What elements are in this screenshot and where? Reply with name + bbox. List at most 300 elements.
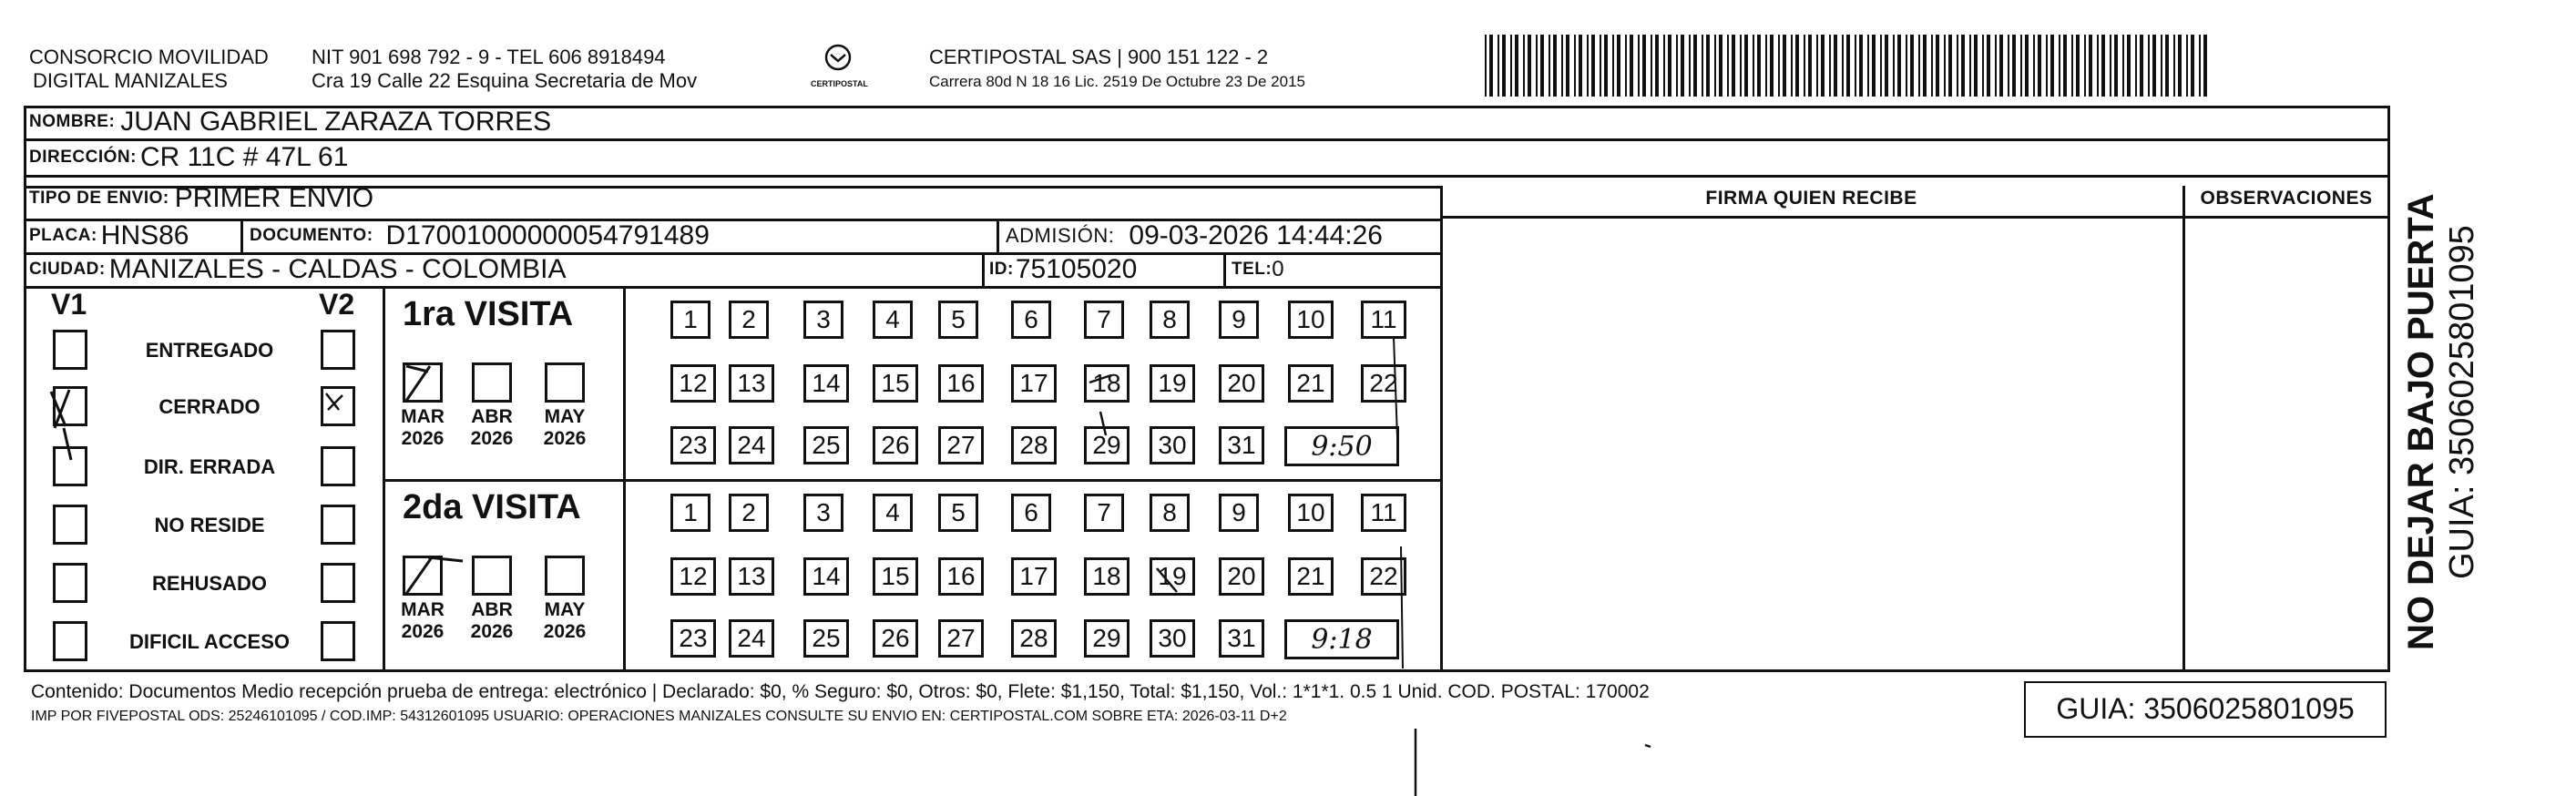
barcode-bar bbox=[1885, 35, 1888, 97]
barcode-bar bbox=[1617, 35, 1620, 97]
day-label: 13 bbox=[737, 369, 766, 397]
direccion-label: DIRECCIÓN: bbox=[29, 148, 137, 167]
side-guia: GUIA: 3506025801095 bbox=[2443, 225, 2481, 579]
barcode-bar bbox=[1770, 35, 1774, 97]
day-label: 26 bbox=[881, 624, 910, 652]
day-checkbox[interactable] bbox=[938, 494, 978, 532]
admision-cell bbox=[1006, 219, 1383, 252]
col-divider bbox=[997, 219, 999, 252]
barcode-bar bbox=[1893, 35, 1895, 97]
day-label: 18 bbox=[1092, 369, 1121, 397]
barcode-bar bbox=[2033, 35, 2035, 97]
col-divider bbox=[1223, 252, 1226, 286]
barcode-bar bbox=[1566, 35, 1569, 97]
placa-value: HNS86 bbox=[100, 219, 189, 250]
day-label: 31 bbox=[1227, 624, 1256, 652]
v2-checkbox[interactable] bbox=[321, 563, 355, 603]
id-value: 75105020 bbox=[1015, 253, 1138, 284]
barcode-bar bbox=[2076, 35, 2080, 97]
barcode-bar bbox=[2071, 35, 2073, 97]
barcode-bar bbox=[1561, 35, 1563, 97]
barcode-bar bbox=[1714, 35, 1716, 97]
day-label: 1 bbox=[683, 498, 698, 526]
row-divider bbox=[24, 286, 1440, 289]
day-checkbox[interactable] bbox=[803, 619, 849, 658]
barcode-bar bbox=[2199, 35, 2201, 97]
day-checkbox[interactable] bbox=[1219, 494, 1259, 532]
day-checkbox[interactable] bbox=[1219, 619, 1264, 658]
day-label: 14 bbox=[812, 562, 841, 590]
barcode-bar bbox=[1987, 35, 1990, 97]
barcode-bar bbox=[1842, 35, 1844, 97]
day-checkbox[interactable] bbox=[1084, 426, 1130, 464]
day-checkbox[interactable] bbox=[670, 364, 716, 403]
sender-nit: NIT 901 698 792 - 9 - TEL 606 8918494 bbox=[312, 46, 666, 68]
day-label: 6 bbox=[1024, 305, 1038, 333]
day-checkbox[interactable] bbox=[670, 494, 710, 532]
barcode-bar bbox=[2140, 35, 2143, 97]
sender-company-line2: DIGITAL MANIZALES bbox=[33, 69, 228, 92]
day-label: 18 bbox=[1092, 562, 1121, 590]
firma-header: FIRMA QUIEN RECIBE bbox=[1705, 188, 1917, 209]
barcode-bar bbox=[1948, 35, 1952, 97]
day-label: 8 bbox=[1162, 305, 1177, 333]
barcode-bar bbox=[2101, 35, 2105, 97]
row-divider bbox=[24, 138, 2390, 141]
tipo-label: TIPO DE ENVIO: bbox=[29, 189, 169, 208]
barcode-bar bbox=[1855, 35, 1856, 97]
day-checkbox[interactable] bbox=[729, 557, 774, 596]
barcode-bar bbox=[2008, 35, 2009, 97]
barcode-bar bbox=[1663, 35, 1665, 97]
ciudad-label: CIUDAD: bbox=[29, 259, 106, 279]
day-checkbox[interactable] bbox=[1084, 301, 1124, 339]
day-checkbox[interactable] bbox=[1361, 494, 1406, 532]
barcode-bar bbox=[1753, 35, 1754, 97]
barcode-bar bbox=[2122, 35, 2124, 97]
second-visit-title: 2da VISITA bbox=[403, 488, 581, 526]
footer-guia: GUIA: 3506025801095 bbox=[2056, 692, 2355, 725]
day-checkbox[interactable] bbox=[1011, 426, 1057, 464]
sender-address: Cra 19 Calle 22 Esquina Secretaria de Mov bbox=[312, 69, 698, 92]
barcode-bar bbox=[1681, 35, 1684, 97]
v1-checkbox[interactable] bbox=[53, 621, 87, 661]
day-label: 12 bbox=[679, 562, 708, 590]
month-year-label bbox=[395, 599, 450, 643]
month-label: MAY bbox=[544, 599, 586, 620]
barcode-bar bbox=[1867, 35, 1869, 97]
month-year-label bbox=[537, 406, 592, 450]
first-visit-title: 1ra VISITA bbox=[403, 295, 574, 333]
barcode-bar bbox=[2025, 35, 2029, 97]
day-label: 5 bbox=[951, 498, 966, 526]
barcode-bar bbox=[1693, 35, 1697, 97]
courier-name: CERTIPOSTAL SAS | 900 151 122 - 2 bbox=[929, 46, 1269, 68]
barcode-bar bbox=[1528, 35, 1531, 97]
day-checkbox[interactable] bbox=[729, 494, 769, 532]
sender-nit-block bbox=[312, 46, 697, 93]
v2-header: V2 bbox=[319, 288, 355, 321]
barcode-bar bbox=[1502, 35, 1506, 97]
barcode-bar bbox=[1510, 35, 1512, 97]
v1-checkbox[interactable] bbox=[53, 386, 87, 426]
day-label: 26 bbox=[881, 431, 910, 459]
day-checkbox[interactable] bbox=[729, 426, 774, 464]
tel-value: 0 bbox=[1272, 256, 1284, 281]
footer-contenido: Contenido: Documentos Medio recepción prueba de entrega: electrónico | Declarado: $0, % Seguro: $0, Otros: $0, Flete: $1,150, Total: $1,150, Vol.: 1*1*1. 0.5 1 Unid. COD. POSTAL: 170002 bbox=[31, 681, 1650, 702]
day-label: 11 bbox=[1370, 498, 1397, 526]
day-label: 31 bbox=[1227, 431, 1256, 459]
day-checkbox[interactable] bbox=[1219, 364, 1264, 403]
day-checkbox[interactable] bbox=[873, 557, 918, 596]
month-year-label bbox=[537, 599, 592, 643]
day-label: 2 bbox=[741, 498, 756, 526]
day-label: 10 bbox=[1296, 305, 1325, 333]
barcode-bar bbox=[1757, 35, 1761, 97]
barcode-bar bbox=[2046, 35, 2048, 97]
day-label: 29 bbox=[1092, 431, 1121, 459]
day-checkbox[interactable] bbox=[1011, 619, 1057, 658]
day-checkbox[interactable] bbox=[873, 494, 913, 532]
month-label: ABR bbox=[471, 599, 513, 620]
day-label: 19 bbox=[1158, 369, 1187, 397]
barcode-bar bbox=[1676, 35, 1678, 97]
status-option-label: DIR. ERRADA bbox=[143, 455, 276, 478]
year-label: 2026 bbox=[401, 621, 445, 642]
second-visit-time: 9:18 bbox=[1284, 619, 1399, 659]
day-label: 30 bbox=[1158, 624, 1187, 652]
day-checkbox[interactable] bbox=[938, 619, 984, 658]
documento-value: D17001000000054791489 bbox=[385, 219, 710, 250]
day-checkbox[interactable] bbox=[670, 557, 716, 596]
col-divider bbox=[2182, 186, 2185, 669]
barcode-bar bbox=[2152, 35, 2156, 97]
day-label: 7 bbox=[1097, 305, 1111, 333]
nombre-label: NOMBRE: bbox=[29, 112, 116, 131]
day-label: 23 bbox=[679, 624, 708, 652]
v2-checkbox[interactable] bbox=[321, 621, 355, 661]
day-checkbox[interactable] bbox=[1219, 301, 1259, 339]
documento-label: DOCUMENTO: bbox=[250, 225, 373, 245]
barcode-bar bbox=[1910, 35, 1914, 97]
day-checkbox[interactable] bbox=[1011, 557, 1057, 596]
day-checkbox[interactable] bbox=[873, 426, 918, 464]
month-label: MAR bbox=[401, 599, 445, 620]
month-checkbox[interactable] bbox=[403, 556, 443, 596]
day-checkbox[interactable] bbox=[1361, 557, 1406, 596]
day-checkbox[interactable] bbox=[938, 364, 984, 403]
observaciones-header: OBSERVACIONES bbox=[2200, 188, 2373, 209]
col-divider bbox=[240, 219, 243, 252]
month-year-label bbox=[395, 406, 450, 450]
status-option-label: NO RESIDE bbox=[154, 514, 265, 536]
certipostal-logo bbox=[811, 44, 868, 88]
barcode-bar bbox=[1625, 35, 1627, 97]
day-label: 27 bbox=[946, 431, 976, 459]
v1-checkbox[interactable] bbox=[53, 330, 87, 370]
barcode-bar bbox=[1969, 35, 1971, 97]
day-checkbox[interactable] bbox=[1150, 426, 1195, 464]
day-checkbox[interactable] bbox=[873, 619, 918, 658]
barcode-bar bbox=[1936, 35, 1939, 97]
day-label: 22 bbox=[1369, 369, 1398, 397]
day-label: 4 bbox=[885, 498, 900, 526]
day-checkbox[interactable] bbox=[1150, 364, 1195, 403]
day-label: 25 bbox=[812, 431, 841, 459]
row-divider bbox=[24, 669, 2390, 672]
day-label: 25 bbox=[812, 624, 841, 652]
day-label: 28 bbox=[1019, 624, 1048, 652]
nombre-row bbox=[29, 106, 551, 138]
day-label: 22 bbox=[1369, 562, 1398, 590]
ciudad-value: MANIZALES - CALDAS - COLOMBIA bbox=[108, 253, 567, 284]
month-label: MAR bbox=[401, 406, 445, 427]
month-label: ABR bbox=[471, 406, 513, 427]
barcode-bar bbox=[2191, 35, 2194, 97]
day-checkbox[interactable] bbox=[670, 426, 716, 464]
status-option-label: REHUSADO bbox=[152, 572, 267, 595]
day-checkbox[interactable] bbox=[670, 301, 710, 339]
day-checkbox[interactable] bbox=[1288, 301, 1334, 339]
day-label: 15 bbox=[881, 562, 910, 590]
tel-label: TEL: bbox=[1232, 259, 1273, 279]
v1-checkbox[interactable] bbox=[53, 563, 87, 603]
day-checkbox[interactable] bbox=[1011, 494, 1051, 532]
barcode-bar bbox=[2059, 35, 2060, 97]
day-label: 29 bbox=[1092, 624, 1121, 652]
barcode-bar bbox=[1846, 35, 1850, 97]
day-checkbox[interactable] bbox=[1288, 494, 1334, 532]
v2-checkbox[interactable] bbox=[321, 505, 355, 545]
day-checkbox[interactable] bbox=[1011, 364, 1057, 403]
month-checkbox[interactable] bbox=[545, 362, 585, 403]
day-checkbox[interactable] bbox=[1084, 557, 1130, 596]
barcode-bar bbox=[1604, 35, 1608, 97]
barcode-bar bbox=[1974, 35, 1978, 97]
barcode-bar bbox=[1872, 35, 1876, 97]
col-divider bbox=[982, 252, 985, 286]
day-checkbox[interactable] bbox=[729, 364, 774, 403]
barcode-bar bbox=[1834, 35, 1837, 97]
barcode-bar bbox=[1540, 35, 1544, 97]
day-checkbox[interactable] bbox=[938, 301, 978, 339]
barcode-bar bbox=[1485, 35, 1487, 97]
barcode-bar bbox=[2110, 35, 2111, 97]
day-checkbox[interactable] bbox=[1361, 364, 1406, 403]
barcode-bar bbox=[1783, 35, 1786, 97]
barcode-bar bbox=[1668, 35, 1671, 97]
barcode-bar bbox=[1702, 35, 1703, 97]
day-label: 3 bbox=[816, 498, 831, 526]
barcode-bar bbox=[1732, 35, 1735, 97]
sender-company-line1: CONSORCIO MOVILIDAD bbox=[29, 46, 269, 68]
day-checkbox[interactable] bbox=[803, 426, 849, 464]
v1-checkbox[interactable] bbox=[53, 505, 87, 545]
day-checkbox[interactable] bbox=[803, 364, 849, 403]
v2-checkbox[interactable] bbox=[321, 446, 355, 486]
barcode-bar bbox=[1778, 35, 1780, 97]
barcode-bar bbox=[2089, 35, 2092, 97]
barcode-bar bbox=[1957, 35, 1958, 97]
day-checkbox[interactable] bbox=[873, 301, 913, 339]
barcode-bar bbox=[1579, 35, 1582, 97]
barcode-bar bbox=[2038, 35, 2041, 97]
day-checkbox[interactable] bbox=[938, 426, 984, 464]
barcode-bar bbox=[2203, 35, 2207, 97]
certipostal-logo-text: CERTIPOSTAL bbox=[811, 79, 868, 88]
day-checkbox[interactable] bbox=[803, 494, 843, 532]
day-label: 17 bbox=[1019, 562, 1048, 590]
year-label: 2026 bbox=[543, 428, 587, 449]
barcode-bar bbox=[1523, 35, 1525, 97]
barcode-bar bbox=[1642, 35, 1646, 97]
barcode-bar bbox=[2050, 35, 2054, 97]
ciudad-cell bbox=[29, 252, 567, 286]
v1-checkbox[interactable] bbox=[53, 446, 87, 486]
day-checkbox[interactable] bbox=[873, 364, 918, 403]
barcode-bar bbox=[2148, 35, 2150, 97]
barcode-bar bbox=[2012, 35, 2016, 97]
month-checkbox[interactable] bbox=[545, 556, 585, 596]
day-label: 19 bbox=[1158, 562, 1187, 590]
barcode-bar bbox=[1791, 35, 1793, 97]
barcode-bar bbox=[1829, 35, 1831, 97]
barcode-bar bbox=[1689, 35, 1691, 97]
day-label: 9 bbox=[1232, 498, 1246, 526]
month-checkbox[interactable] bbox=[472, 362, 512, 403]
day-label: 27 bbox=[946, 624, 976, 652]
row-divider bbox=[24, 175, 2390, 178]
day-label: 23 bbox=[679, 431, 708, 459]
barcode-bar bbox=[1591, 35, 1595, 97]
row-divider bbox=[383, 479, 1440, 482]
day-checkbox[interactable] bbox=[729, 301, 769, 339]
barcode-bar bbox=[2135, 35, 2137, 97]
day-label: 15 bbox=[881, 369, 910, 397]
barcode-bar bbox=[2097, 35, 2099, 97]
barcode-bar bbox=[2127, 35, 2131, 97]
barcode-bar bbox=[1536, 35, 1538, 97]
v2-checkbox[interactable] bbox=[321, 386, 355, 426]
barcode-bar bbox=[1498, 35, 1499, 97]
barcode bbox=[1483, 35, 2212, 100]
status-option-label: DIFICIL ACCESO bbox=[128, 630, 290, 653]
first-visit-time: 9:50 bbox=[1284, 426, 1399, 466]
day-checkbox[interactable] bbox=[1361, 301, 1406, 339]
v2-checkbox[interactable] bbox=[321, 330, 355, 370]
barcode-bar bbox=[1727, 35, 1729, 97]
day-checkbox[interactable] bbox=[1219, 426, 1264, 464]
col-divider bbox=[623, 286, 626, 669]
day-checkbox[interactable] bbox=[803, 557, 849, 596]
barcode-bar bbox=[1600, 35, 1601, 97]
day-checkbox[interactable] bbox=[670, 619, 716, 658]
day-label: 1 bbox=[683, 305, 698, 333]
day-checkbox[interactable] bbox=[1150, 301, 1190, 339]
year-label: 2026 bbox=[470, 621, 514, 642]
barcode-bar bbox=[1944, 35, 1946, 97]
placa-cell bbox=[29, 219, 189, 252]
day-label: 5 bbox=[951, 305, 966, 333]
barcode-bar bbox=[1574, 35, 1576, 97]
status-option-label: CERRADO bbox=[158, 395, 261, 418]
barcode-bar bbox=[1931, 35, 1933, 97]
day-label: 4 bbox=[885, 305, 900, 333]
barcode-bar bbox=[1740, 35, 1742, 97]
barcode-bar bbox=[1655, 35, 1659, 97]
documento-cell bbox=[250, 219, 710, 252]
year-label: 2026 bbox=[401, 428, 445, 449]
day-checkbox[interactable] bbox=[1150, 494, 1190, 532]
day-label: 16 bbox=[946, 369, 976, 397]
admision-label: ADMISIÓN: bbox=[1006, 223, 1115, 247]
day-checkbox[interactable] bbox=[1084, 494, 1124, 532]
barcode-bar bbox=[1744, 35, 1748, 97]
barcode-bar bbox=[1982, 35, 1984, 97]
day-checkbox[interactable] bbox=[803, 301, 843, 339]
month-year-label bbox=[465, 599, 519, 643]
month-checkbox[interactable] bbox=[472, 556, 512, 596]
placa-label: PLACA: bbox=[29, 225, 97, 245]
barcode-bar bbox=[2161, 35, 2162, 97]
courier-block bbox=[929, 46, 1305, 91]
barcode-bar bbox=[1630, 35, 1633, 97]
day-checkbox[interactable] bbox=[1150, 619, 1195, 658]
barcode-bar bbox=[1999, 35, 2003, 97]
day-label: 14 bbox=[812, 369, 841, 397]
side-warning: NO DEJAR BAJO PUERTA bbox=[2401, 193, 2441, 650]
month-year-label bbox=[465, 406, 519, 450]
day-checkbox[interactable] bbox=[938, 557, 984, 596]
day-checkbox[interactable] bbox=[1084, 364, 1130, 403]
day-label: 20 bbox=[1227, 369, 1256, 397]
barcode-bar bbox=[1961, 35, 1965, 97]
day-checkbox[interactable] bbox=[1288, 364, 1334, 403]
day-checkbox[interactable] bbox=[1288, 557, 1334, 596]
barcode-bar bbox=[2063, 35, 2067, 97]
day-label: 20 bbox=[1227, 562, 1256, 590]
day-checkbox[interactable] bbox=[1084, 619, 1130, 658]
barcode-bar bbox=[1719, 35, 1722, 97]
status-option-label: ENTREGADO bbox=[145, 339, 274, 362]
day-label: 11 bbox=[1370, 305, 1397, 333]
day-checkbox[interactable] bbox=[1011, 301, 1051, 339]
col-divider bbox=[383, 286, 385, 669]
barcode-bar bbox=[2114, 35, 2118, 97]
day-checkbox[interactable] bbox=[1150, 557, 1195, 596]
barcode-bar bbox=[2186, 35, 2188, 97]
day-checkbox[interactable] bbox=[729, 619, 774, 658]
day-label: 8 bbox=[1162, 498, 1177, 526]
day-label: 2 bbox=[741, 305, 756, 333]
barcode-bar bbox=[1638, 35, 1640, 97]
day-checkbox[interactable] bbox=[1219, 557, 1264, 596]
day-label: 21 bbox=[1296, 369, 1325, 397]
id-label: ID: bbox=[989, 259, 1014, 279]
col-divider bbox=[1440, 186, 1443, 669]
month-checkbox[interactable] bbox=[403, 362, 443, 403]
barcode-bar bbox=[1651, 35, 1652, 97]
tipo-value: PRIMER ENVIO bbox=[174, 183, 374, 213]
barcode-bar bbox=[1995, 35, 1997, 97]
barcode-bar bbox=[2084, 35, 2086, 97]
barcode-bar bbox=[2165, 35, 2169, 97]
direccion-value: CR 11C # 47L 61 bbox=[139, 142, 349, 172]
year-label: 2026 bbox=[543, 621, 587, 642]
tipo-row bbox=[29, 175, 373, 220]
day-label: 17 bbox=[1019, 369, 1048, 397]
barcode-bar bbox=[1612, 35, 1614, 97]
